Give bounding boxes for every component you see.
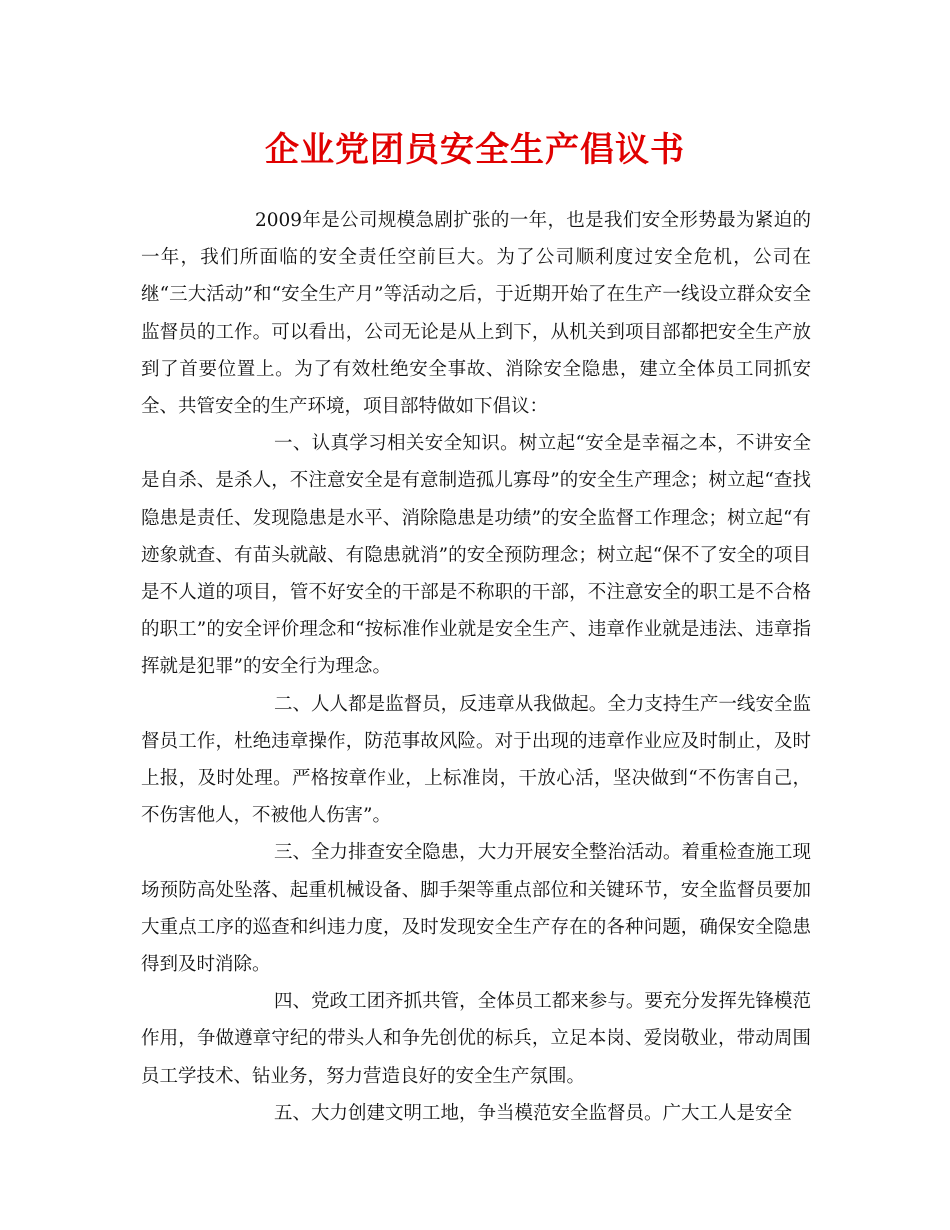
paragraph-intro: 2009年是公司规模急剧扩张的一年，也是我们安全形势最为紧迫的一年，我们所面临的安全责任空前巨大。为了公司顺利度过安全危机，公司在继“三大活动”和“安全生产月”等活动之后，于近期开始了在生产一线设立群众安全监督员的工作。可以看出，公司无论是从上到下，从机关到项目部都把安全生产放到了首要位置上。为了有效杜绝安全事故、消除安全隐患，建立全体员工同抓安全、共管安全的生产环境，项目部特做如下倡议： [141, 210, 811, 418]
document-body [141, 202, 811, 1132]
paragraph-item-4: 四、党政工团齐抓共管，全体员工都来参与。要充分发挥先锋模范作用，争做遵章守纪的带头人和争先创优的标兵，立足本岗、爱岗敬业，带动周围员工学技术、钻业务，努力营造良好的安全生产氛围。 [141, 991, 811, 1087]
paragraph-item-2: 二、人人都是监督员，反违章从我做起。全力支持生产一线安全监督员工作，杜绝违章操作，防范事故风险。对于出现的违章作业应及时制止，及时上报，及时处理。严格按章作业，上标准岗，干放心活，坚决做到“不伤害自己，不伤害他人，不被他人伤害”。 [141, 693, 811, 827]
paragraph-item-3: 三、全力排查安全隐患，大力开展安全整治活动。着重检查施工现场预防高处坠落、起重机械设备、脚手架等重点部位和关键环节，安全监督员要加大重点工序的巡查和纠违力度，及时发现安全生产存在的各种问题，确保安全隐患得到及时消除。 [141, 842, 811, 976]
document-title: 企业党团员安全生产倡议书 [265, 130, 685, 170]
paragraph-item-5: 五、大力创建文明工地，争当模范安全监督员。广大工人是安全 [274, 1102, 793, 1124]
paragraph-item-1: 一、认真学习相关安全知识。树立起“安全是幸福之本，不讲安全是自杀、是杀人，不注意安全是有意制造孤儿寡母”的安全生产理念；树立起“查找隐患是责任、发现隐患是水平、消除隐患是功绩”的安全监督工作理念；树立起“有迹象就查、有苗头就敲、有隐患就消”的安全预防理念；树立起“保不了安全的项目是不人道的项目，管不好安全的干部是不称职的干部，不注意安全的职工是不合格的职工”的安全评价理念和“按标准作业就是安全生产、违章作业就是违法、违章指挥就是犯罪”的安全行为理念。 [141, 433, 811, 678]
